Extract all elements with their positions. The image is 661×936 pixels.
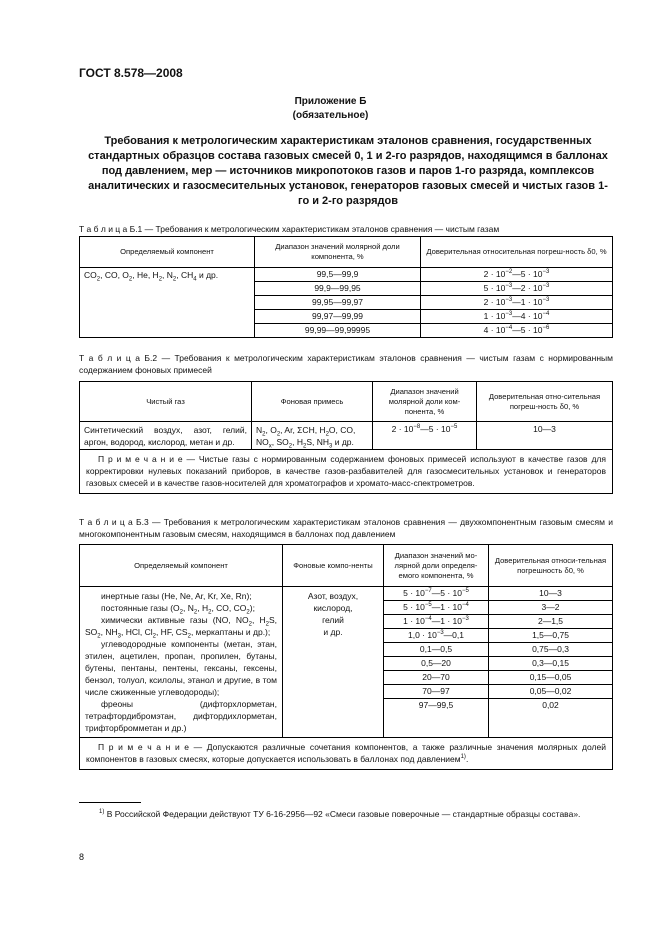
footnote-divider	[79, 802, 141, 803]
table3-header-background: Фоновые компо-ненты	[283, 545, 384, 587]
table1-range: 99,9—99,95	[255, 281, 420, 295]
table3-caption-label: Т а б л и ц а Б.3	[79, 517, 149, 527]
appendix-heading	[0, 95, 661, 123]
table3-header-range: Диапазон значений мо-лярной доли определя-емого компонента, %	[384, 545, 489, 587]
table3-ranges	[384, 587, 489, 738]
table1	[79, 236, 613, 338]
table3-error: 0,3—0,15	[489, 656, 612, 670]
table3-error: 3—2	[489, 600, 612, 614]
table3-range: $5 \cdot 10^{-5}—1 \cdot 10^{-4}$	[384, 600, 488, 614]
appendix-status: (обязательное)	[292, 110, 369, 121]
footnote: $^{1)}$ В Российской Федерации действуют ТУ 6-16-2956—92 «Смеси газовые поверочные — стандартные образцы состава».	[99, 809, 581, 819]
table2-caption	[79, 353, 613, 376]
table3-background-line: гелий	[322, 615, 344, 625]
table3-background-line: кислород,	[313, 603, 353, 613]
table3-component-item: углеводородные компоненты (метан, этан, этилен, ацетилен, пропан, пропилен, бутаны, бутены, пентаны, пентены, гексаны, гексены, бензол, толуол, ксилолы, этанол и другие, в том числе сжиженные углеводороды);	[85, 639, 277, 697]
table1-range: 99,97—99,99	[255, 309, 420, 323]
table3-caption	[79, 517, 613, 540]
table1-caption	[79, 224, 619, 236]
table2-note	[80, 450, 613, 494]
table3-range: $5 \cdot 10^{-7}—5 \cdot 10^{-5}$	[403, 588, 469, 598]
table2-header-impurity: Фоновая примесь	[252, 382, 373, 422]
table1-header-error: Доверительная относительная погреш-ность δ0, %	[421, 237, 613, 268]
table3-error: 1,5—0,75	[489, 628, 612, 642]
table3-range: $1 \cdot 10^{-4}—1 \cdot 10^{-3}$	[384, 614, 488, 628]
main-title: Требования к метрологическим характеристикам эталонов сравнения, государственных стандартных образцов состава газовых смесей 0, 1 и 2-го разрядов, находящимся в баллонах под давлением, мер — источников микропотоков газов и паров 1-го разряда, комплексов аналитических и газосмесительных установок, генераторов газовых смесей и чистых газов 1-го и 2-го разрядов	[88, 135, 608, 207]
table3-background	[283, 587, 384, 738]
table3-background-line: и др.	[323, 627, 343, 637]
table2-impurity: $N_2$, $O_2$, Ar, ΣCH, $H_2O$, CO, $NO_x$, $SO_2$, $H_2S$, $NH_3$ и др.	[252, 422, 373, 450]
table3-background-line: Азот, воздух,	[307, 591, 359, 601]
table1-range: 99,99—99,99995	[255, 323, 420, 337]
table3-error: 0,02	[489, 698, 612, 712]
table3-error: 0,15—0,05	[489, 670, 612, 684]
table1-error: $2 \cdot 10^{-3}—1 \cdot 10^{-3}$	[421, 295, 612, 309]
table3-header-error: Доверительная относи-тельная погрешность δ0, %	[489, 545, 613, 587]
table1-component: $CO_2$, CO, $O_2$, He, $H_2$, $N_2$, $CH_4$ и др.	[80, 268, 255, 338]
table2-note-text: — Чистые газы с нормированным содержанием фоновых примесей используют в качестве газов для корректировки нулевых показаний приборов, в качестве газов-разбавителей для газосмесительных установок и генераторов газовых смесей и в качестве газов-носителей для хроматографов и хромато-масс-спектрометров.	[86, 454, 606, 488]
table3-range: 20—70	[384, 670, 488, 684]
page-number: 8	[79, 852, 85, 862]
table1-ranges	[255, 268, 421, 338]
table3-errors	[489, 587, 613, 738]
table1-caption-label: Т а б л и ц а Б.1	[79, 224, 143, 234]
table2-gas: Синтетический воздух, азот, гелий, аргон, водород, кислород, метан и др.	[80, 422, 252, 450]
table3-component-item: постоянные газы ($O_2$, $N_2$, $H_2$, CO, $CO_2$);	[101, 603, 255, 616]
table3-range: 97—99,5	[384, 698, 488, 712]
table3-error: 0,05—0,02	[489, 684, 612, 698]
table3-component-item: фреоны (дифторхлорметан, тетрафтордибромэтан, дифтордихлорметан, трифторбромметан и др.)	[85, 699, 277, 733]
table1-caption-text: — Требования к метрологическим характеристикам эталонов сравнения — чистым газам	[142, 224, 500, 234]
table3-error: 2—1,5	[489, 614, 612, 628]
table2-note-label: П р и м е ч а н и е	[98, 454, 183, 464]
table1-error: $1 \cdot 10^{-3}—4 \cdot 10^{-4}$	[421, 309, 612, 323]
table2	[79, 381, 613, 494]
table1-error: $5 \cdot 10^{-3}—2 \cdot 10^{-3}$	[421, 281, 612, 295]
table3-error: 0,75—0,3	[489, 642, 612, 656]
table1-header-component: Определяемый компонент	[80, 237, 255, 268]
table3-note-text: — Допускаются различные сочетания компонентов, а также различные значения молярных долей компонентов в газовых смесях, которые допускается использовать в баллонах под давлением$^{1)}$.	[86, 742, 606, 764]
table2-header-error: Доверительная отно-сительная погреш-ность δ0, %	[477, 382, 613, 422]
table3-note-label: П р и м е ч а н и е	[98, 742, 190, 752]
table1-range: 99,95—99,97	[255, 295, 420, 309]
table3	[79, 544, 613, 770]
table3-range: $1,0 \cdot 10^{-3}—0,1$	[384, 628, 488, 642]
table2-caption-label: Т а б л и ц а Б.2	[79, 353, 158, 363]
table3-component-item: химически активные газы (NO, $NO_2$, $H_2S$, $SO_2$, $NH_3$, HCl, $Cl_2$, HF, $CS_2$, меркаптаны и др.);	[85, 615, 277, 640]
table2-header-gas: Чистый газ	[80, 382, 252, 422]
table3-caption-text: — Требования к метрологическим характеристикам эталонов сравнения — двухкомпонентным газовым смесям и многокомпонентным газовым смесям, находящимся в баллонах под давлением	[79, 517, 613, 539]
table3-component-item: инертные газы (He, Ne, Ar, Kr, Xe, Rn);	[101, 591, 252, 601]
table1-error: $2 \cdot 10^{-2}—5 \cdot 10^{-3}$	[483, 269, 550, 279]
appendix-title: Приложение Б	[294, 96, 367, 107]
table2-range: $2 \cdot 10^{-8}—5 \cdot 10^{-5}$	[373, 422, 477, 450]
table1-range: 99,5—99,9	[316, 269, 359, 279]
table3-components	[80, 587, 283, 738]
table2-header-range: Диапазон значений молярной доли ком-понента, %	[373, 382, 477, 422]
document-id: ГОСТ 8.578—2008	[79, 66, 183, 80]
table1-errors	[421, 268, 613, 338]
table1-header-range: Диапазон значений молярной доли компонента, %	[255, 237, 421, 268]
table3-note	[80, 738, 613, 770]
table3-range: 0,1—0,5	[384, 642, 488, 656]
table2-caption-text: — Требования к метрологическим характеристикам эталонов сравнения — чистым газам с нормированным содержанием фоновых примесей	[79, 353, 613, 375]
table3-range: 0,5—20	[384, 656, 488, 670]
table1-error: $4 \cdot 10^{-4}—5 \cdot 10^{-6}$	[421, 323, 612, 337]
table2-error: 10—3	[477, 422, 613, 450]
table3-header-component: Определяемый компонент	[80, 545, 283, 587]
table3-range: 70—97	[384, 684, 488, 698]
table3-error: 10—3	[539, 588, 562, 598]
